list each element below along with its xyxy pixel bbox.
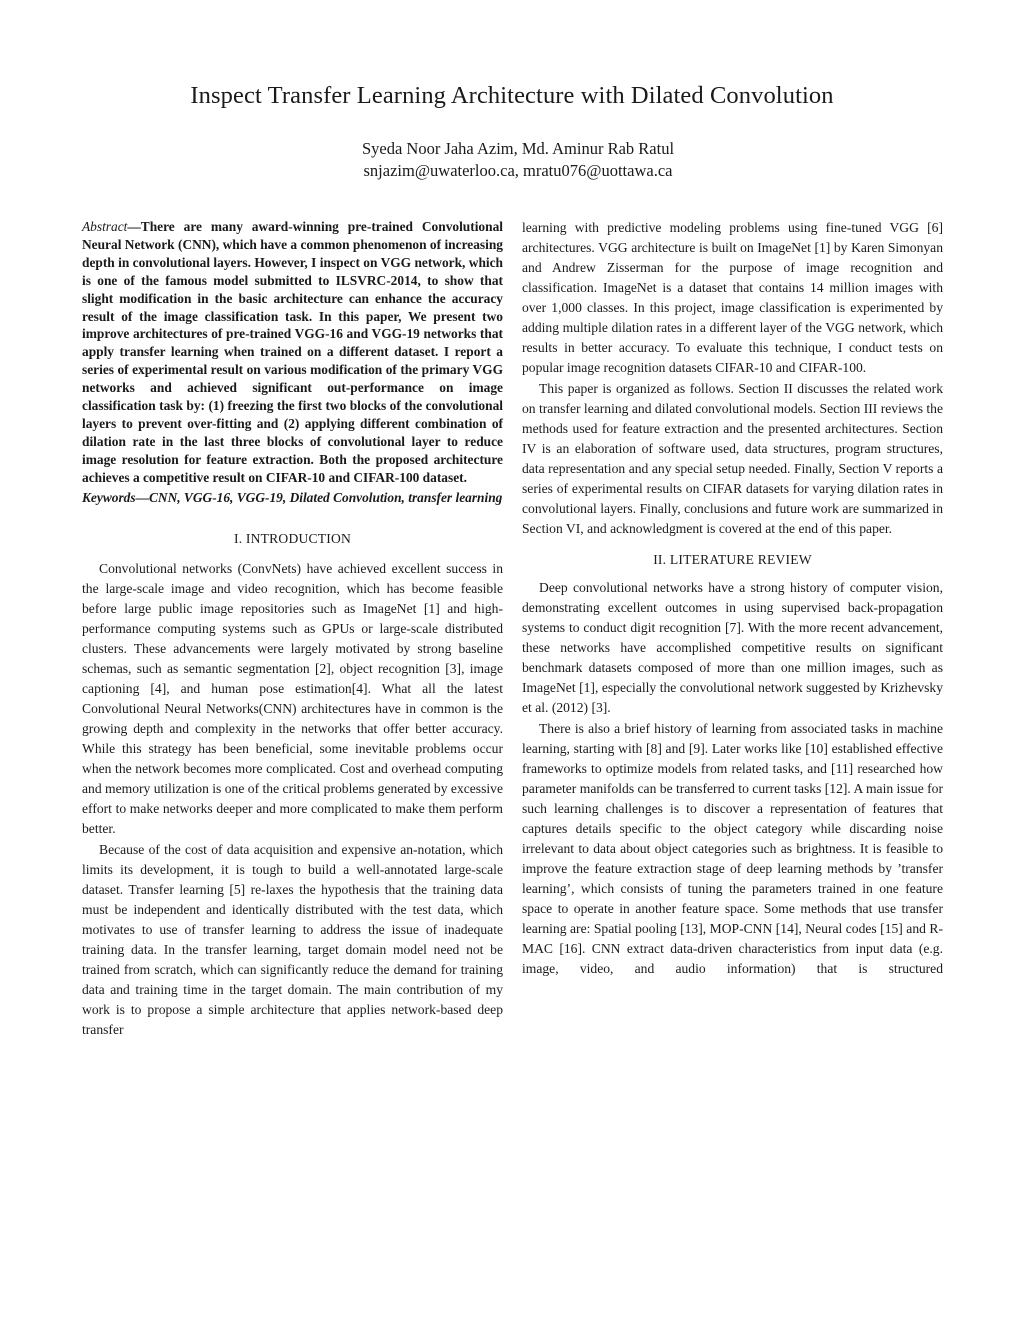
intro-paragraph-2-continued: learning with predictive modeling problems using fine-tuned VGG [6] architectures. VGG architecture is built on ImageNet [1] by Karen Simonyan and Andrew Zisserman for the purpose of image recognition and classification. ImageNet is a dataset that contains 14 million images with over 1,000 classes. In this project, image classification is experimented by adding multiple dilation rates in a different layer of the VGG network, which results in better accuracy. To evaluate this technique, I conduct tests on popular image recognition datasets CIFAR-10 and CIFAR-100. [522, 220, 943, 375]
abstract [82, 218, 503, 487]
left-column [82, 218, 503, 1040]
right-column [522, 218, 943, 979]
keywords-text: —CNN, VGG-16, VGG-19, Dilated Convolution, transfer learning [135, 489, 503, 505]
keywords [82, 489, 503, 507]
author-names: Syeda Noor Jaha Azim, Md. Aminur Rab Ratul [361, 139, 675, 158]
author-emails: snjazim@uwaterloo.ca, mratu076@uottawa.ca [363, 161, 673, 180]
paper-title: Inspect Transfer Learning Architecture with Dilated Convolution [190, 82, 834, 109]
abstract-text: —There are many award-winning pre-trained Convolutional Neural Network (CNN), which have a common phenomenon of increasing depth in convolutional layers. However, I inspect on VGG network, which is one of the famous model submitted to ILSVRC-2014, to show that slight modification in the basic architecture can enhance the accuracy result of the image classification task. In this paper, We present two improve architectures of pre-trained VGG-16 and VGG-19 networks that apply transfer learning when trained on a different dataset. I report a series of experimental result on various modification of the primary VGG networks and achieved significant out-performance on image classification task by: (1) freezing the first two blocks of the convolutional layers to prevent over-fitting and (2) applying different combination of dilation rate in the last three blocks of convolutional layer to reduce image resolution for feature extraction. Both the proposed architecture achieves a competitive result on CIFAR-10 and CIFAR-100 dataset. [82, 219, 503, 485]
keywords-label: Keywords [82, 489, 136, 505]
intro-paragraph-3: This paper is organized as follows. Section II discusses the related work on transfer learning and dilated convolutional models. Section III reviews the methods used for feature extraction and the presented architectures. Section IV is an elaboration of software used, data structures, program structures, data representation and any special setup needed. Finally, Section V reports a series of experimental results on CIFAR datasets for varying dilation rates in convolutional layers. Finally, conclusions and future work are summarized in Section VI, and acknowledgment is covered at the end of this paper. [522, 381, 943, 536]
section-heading-literature-review: II. LITERATURE REVIEW [653, 552, 812, 567]
section-heading-introduction: I. INTRODUCTION [233, 530, 352, 546]
literature-paragraph-1: Deep convolutional networks have a strong history of computer vision, demonstrating excellent outcomes in using supervised back-propagation systems to conduct digit recognition [7]. With the more recent advancement, these networks have accomplished competitive results on significant benchmark datasets composed of more than one million images, such as ImageNet [1], especially the convolutional network suggested by Krizhevsky et al. (2012) [3]. [522, 580, 943, 715]
intro-paragraph-2: Because of the cost of data acquisition and expensive an-notation, which limits its development, it is tough to build a well-annotated large-scale dataset. Transfer learning [5] re-laxes the hypothesis that the training data must be independent and identically distributed with the test data, which motivates to use of transfer learning to address the issue of inadequate training data. In the transfer learning, target domain model need not be trained from scratch, which can significantly reduce the demand for training data and training time in the target domain. The main contribution of my work is to propose a simple architecture that applies network-based deep transfer [82, 841, 503, 1037]
abstract-label: Abstract [82, 219, 128, 234]
intro-paragraph-1: Convolutional networks (ConvNets) have achieved excellent success in the large-scale image and video recognition, which has become feasible before large public image repositories such as ImageNet [1] and high-performance computing systems such as GPUs or large-scale distributed clusters. These advancements were largely motivated by strong baseline schemas, such as semantic segmentation [2], object recognition [3], image captioning [4], and human pose estimation[4]. What all the latest Convolutional Neural Networks(CNN) architectures have in common is the growing depth and complexity in the networks that offer better accuracy. While this strategy has been beneficial, some inevitable problems occur when the network becomes more complicated. Cost and overhead computing and memory utilization is one of the critical problems generated by excessive effort to make networks deeper and more complicated to make them perform better. [82, 560, 503, 836]
literature-paragraph-2: There is also a brief history of learning from associated tasks in machine learning, starting with [8] and [9]. Later works like [10] established effective frameworks to optimize models from related tasks, and [11] researched how parameter manifolds can be transferred to current tasks [12]. A main issue for such learning challenges is to discover a representation of features that captures details specific to the object category while discarding noise irrelevant to data about object categories such as brightness. It is feasible to improve the feature extraction stage of deep learning methods by ’transfer learning’, which consists of tuning the parameters trained in one feature space to operate in another feature space. Some methods that use transfer learning are: Spatial pooling [13], MOP-CNN [14], Neural codes [15] and R-MAC [16]. CNN extract data-driven characteristics from input data (e.g. image, video, and audio information) that is structured [522, 721, 943, 976]
